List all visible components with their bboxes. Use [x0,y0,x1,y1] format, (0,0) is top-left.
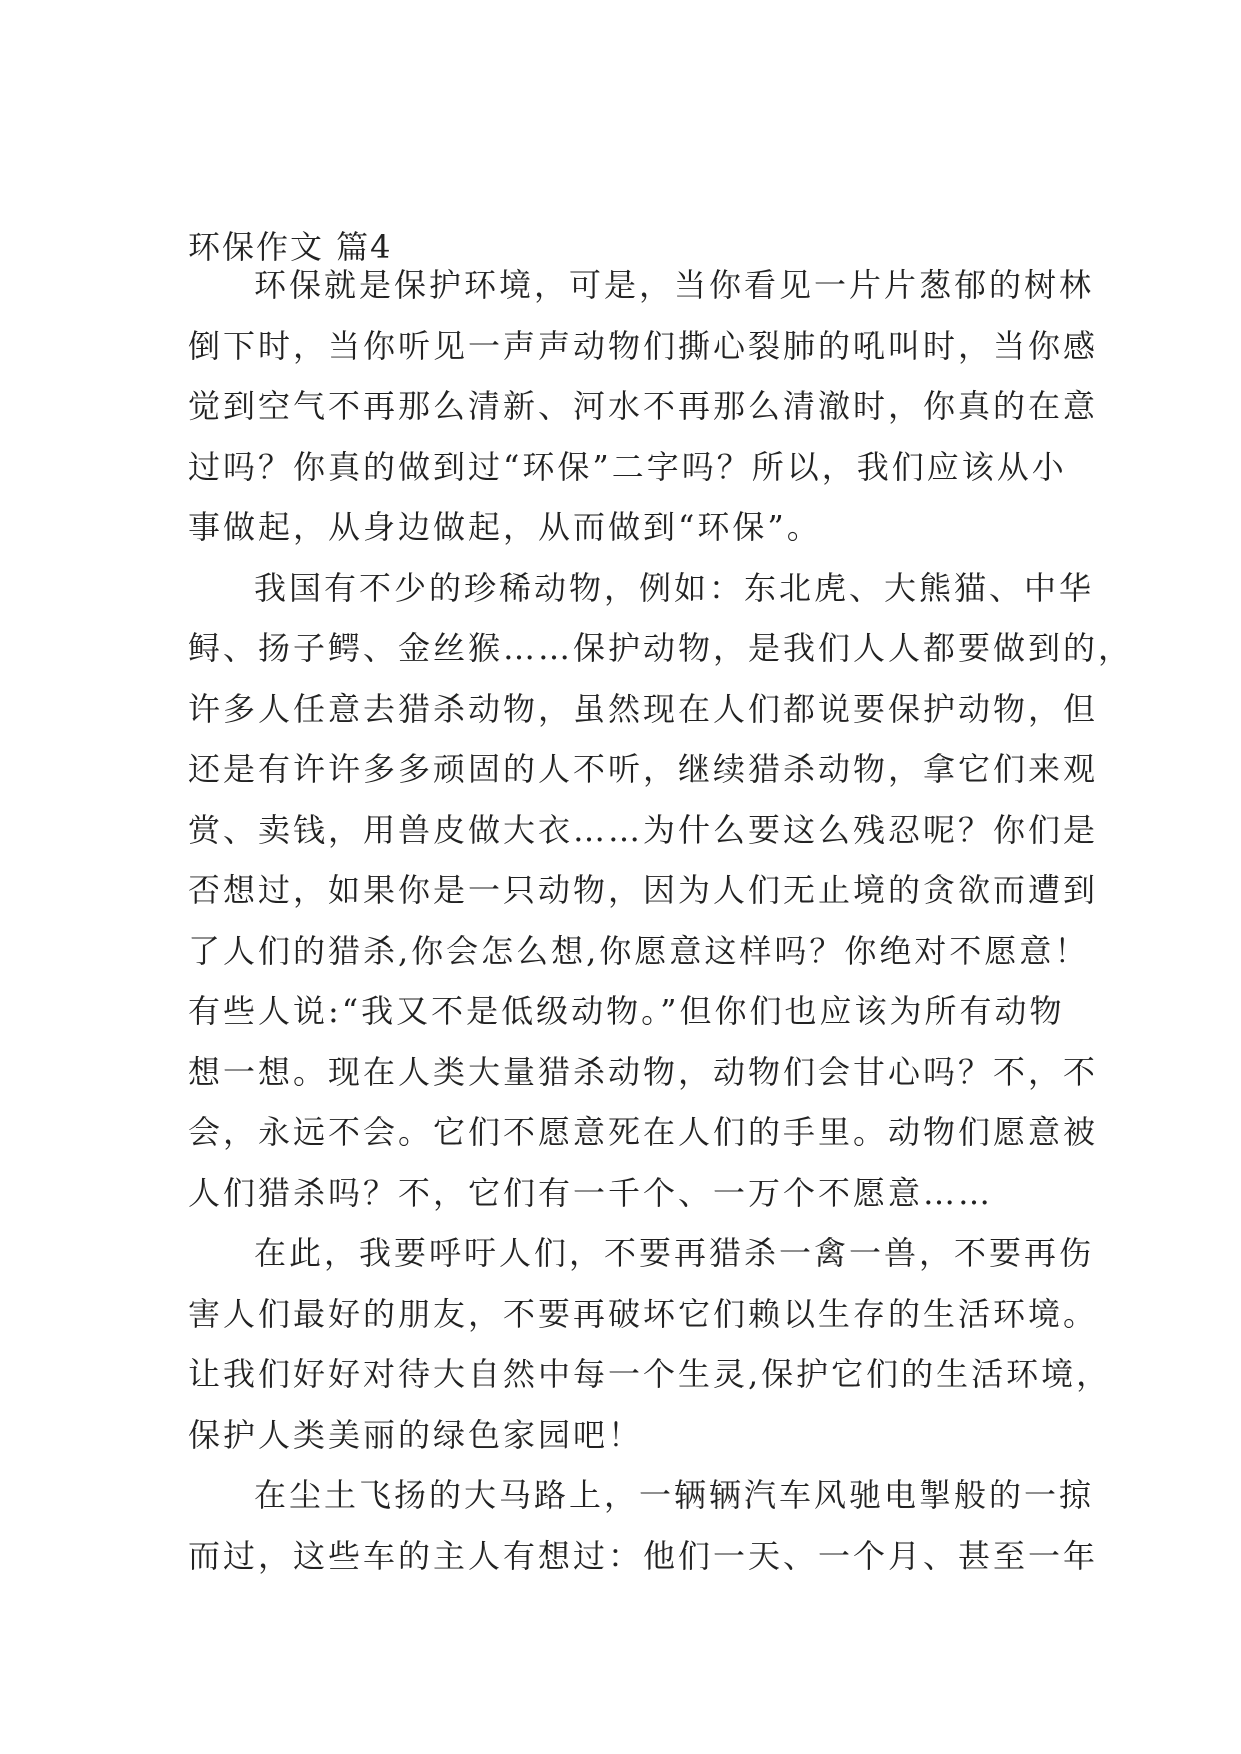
paragraph-line: 想一想。现在人类大量猎杀动物，动物们会甘心吗？不，不 [188,1052,1099,1091]
paragraph-line: 还是有许许多多顽固的人不听，继续猎杀动物，拿它们来观 [188,750,1099,788]
paragraph-line: 在尘土飞扬的大马路上，一辆辆汽车风驰电掣般的一掠 [254,1476,1095,1514]
paragraph-line: 许多人任意去猎杀动物，虽然现在人们都说要保护动物，但 [188,689,1099,728]
paragraph-line: 会，永远不会。它们不愿意死在人们的手里。动物们愿意被 [188,1113,1099,1151]
paragraph-line: 害人们最好的朋友，不要再破坏它们赖以生存的生活环境。 [188,1294,1099,1333]
paragraph-line: 有些人说:“我又不是低级动物。”但你们也应该为所有动物 [188,992,1065,1030]
paragraph-line: 赏、卖钱，用兽皮做大衣……为什么要这么残忍呢？你们是 [188,810,1099,849]
paragraph-line: 环保就是保护环境，可是，当你看见一片片葱郁的树林 [254,266,1095,304]
paragraph-line: 觉到空气不再那么清新、河水不再那么清澈时，你真的在意 [188,387,1099,425]
paragraph-line: 了人们的猎杀,你会怎么想,你愿意这样吗？你绝对不愿意！ [188,931,1090,970]
paragraph-line: 否想过，如果你是一只动物，因为人们无止境的贪欲而遭到 [188,871,1099,909]
paragraph-line: 在此，我要呼吁人们，不要再猎杀一禽一兽，不要再伤 [254,1234,1095,1272]
paragraph-line: 而过，这些车的主人有想过：他们一天、一个月、甚至一年 [188,1536,1099,1575]
document-body [188,255,1134,1586]
paragraph-line: 我国有不少的珍稀动物，例如：东北虎、大熊猫、中华 [254,568,1095,607]
paragraph-line: 鲟、扬子鳄、金丝猴……保护动物，是我们人人都要做到的， [188,629,1134,667]
paragraph-line: 事做起，从身边做起，从而做到“环保”。 [188,508,822,546]
paragraph-line: 人们猎杀吗？不，它们有一千个、一万个不愿意…… [188,1173,994,1212]
paragraph-line: 过吗？你真的做到过“环保”二字吗？所以，我们应该从小 [188,447,1067,486]
paragraph-line: 倒下时，当你听见一声声动物们撕心裂肺的吼叫时，当你感 [188,326,1099,365]
document-title: 环保作文 篇4 [188,228,393,266]
paragraph-line: 让我们好好对待大自然中每一个生灵,保护它们的生活环境， [188,1355,1112,1393]
paragraph-line: 保护人类美丽的绿色家园吧！ [188,1415,644,1454]
